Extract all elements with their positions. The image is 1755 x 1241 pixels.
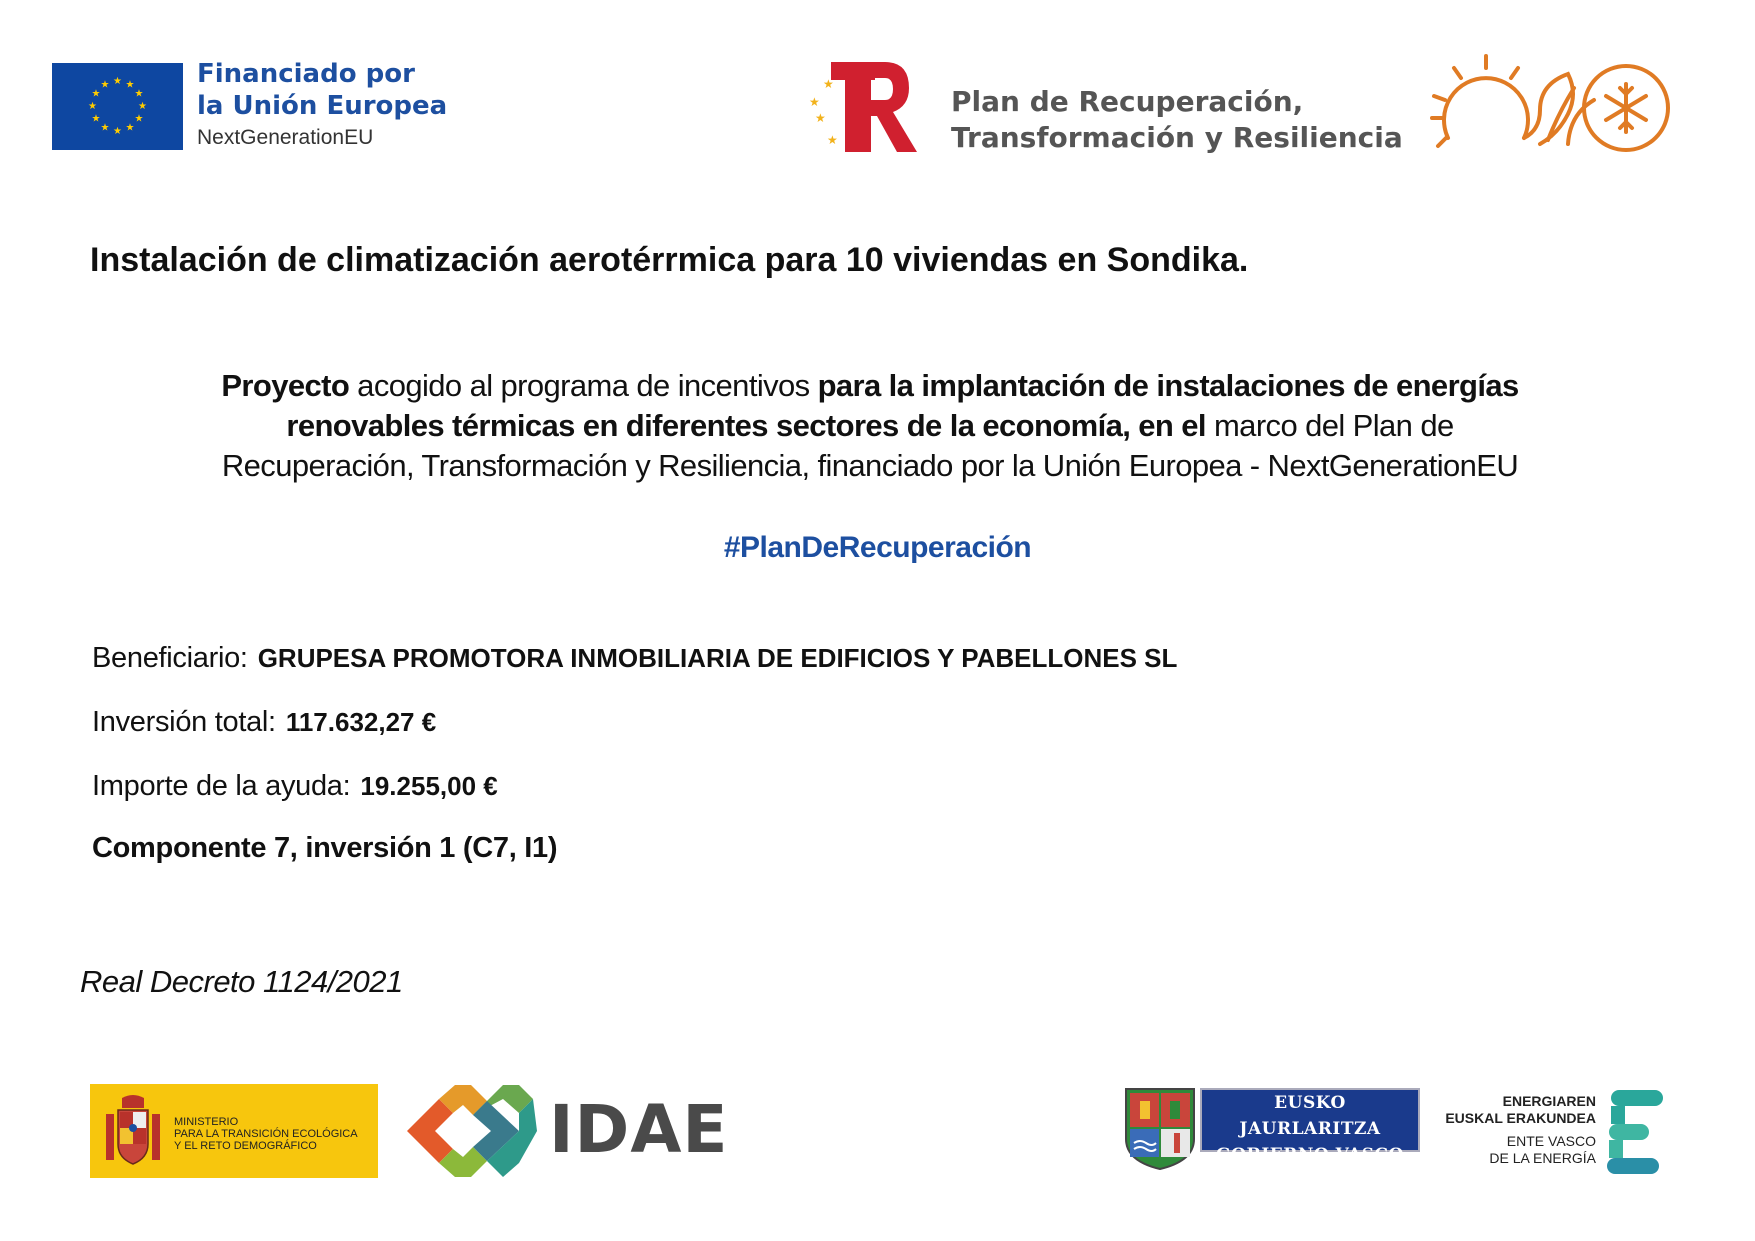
inversion-row bbox=[92, 702, 436, 742]
eu-line-3: NextGenerationEU bbox=[197, 126, 374, 149]
spain-coat-of-arms-icon bbox=[104, 1092, 162, 1170]
gobierno-vasco-banner bbox=[1200, 1088, 1420, 1165]
ministerio-text bbox=[174, 1116, 358, 1152]
real-decreto: Real Decreto 1124/2021 bbox=[80, 964, 403, 999]
ministerio-line-1: MINISTERIO bbox=[174, 1116, 239, 1128]
ministerio-line-3: Y EL RETO DEMOGRÁFICO bbox=[174, 1140, 317, 1152]
description-line-1 bbox=[150, 366, 1590, 406]
description-line-1-a: acogido al programa de incentivos bbox=[349, 368, 818, 403]
beneficiario-label: Beneficiario: bbox=[92, 642, 248, 674]
description-line-1-bold-a: Proyecto bbox=[221, 368, 350, 403]
description-line-1-bold-b: para la implantación de instalaciones de energías bbox=[817, 368, 1519, 403]
svg-text:★: ★ bbox=[823, 77, 834, 91]
inversion-label: Inversión total: bbox=[92, 706, 276, 738]
eve-line-3: ENTE VASCO bbox=[1506, 1133, 1596, 1149]
prtr-line-2: Transformación y Resiliencia bbox=[951, 121, 1403, 154]
gobierno-vasco-line-1: EUSKO JAURLARITZA bbox=[1239, 1093, 1381, 1139]
ayuda-value: 19.255,00 € bbox=[360, 771, 498, 801]
ministerio-line-2: PARA LA TRANSICIÓN ECOLÓGICA bbox=[174, 1128, 358, 1140]
svg-text:★: ★ bbox=[88, 101, 97, 112]
beneficiario-value: GRUPESA PROMOTORA INMOBILIARIA DE EDIFICIOS Y PABELLONES SL bbox=[257, 643, 1178, 673]
idae-logo-icon bbox=[403, 1083, 538, 1179]
eve-line-4: DE LA ENERGÍA bbox=[1489, 1150, 1596, 1166]
description-line-2 bbox=[150, 406, 1590, 446]
eu-funding-text bbox=[197, 58, 457, 154]
inversion-value: 117.632,27 € bbox=[285, 707, 437, 737]
eve-text bbox=[1426, 1093, 1596, 1167]
componente-text: Componente 7, inversión 1 (C7, I1) bbox=[92, 832, 558, 864]
eu-line-2: la Unión Europea bbox=[197, 91, 448, 121]
gobierno-vasco-line-2: GOBIERNO VASCO bbox=[1216, 1145, 1404, 1165]
svg-text:★: ★ bbox=[113, 76, 122, 87]
eve-line-1: ENERGIAREN bbox=[1502, 1093, 1596, 1109]
svg-text:★: ★ bbox=[91, 88, 101, 100]
eve-line-2: EUSKAL ERAKUNDEA bbox=[1445, 1110, 1596, 1126]
svg-text:★: ★ bbox=[100, 79, 110, 91]
svg-text:★: ★ bbox=[134, 88, 144, 100]
eve-logo-icon bbox=[1605, 1090, 1665, 1174]
basque-coat-of-arms-icon bbox=[1120, 1083, 1200, 1171]
description-line-2-rest: marco del Plan de bbox=[1205, 408, 1454, 443]
climate-icons bbox=[1428, 54, 1678, 158]
prtr-logo-icon bbox=[805, 58, 925, 158]
svg-text:★: ★ bbox=[125, 79, 135, 91]
svg-text:★: ★ bbox=[134, 113, 144, 125]
eu-line-1: Financiado por bbox=[197, 59, 415, 89]
project-title: Instalación de climatización aerotérrmica para 10 viviendas en Sondika. bbox=[90, 241, 1249, 279]
ayuda-label: Importe de la ayuda: bbox=[92, 770, 351, 802]
svg-text:★: ★ bbox=[138, 101, 147, 112]
svg-text:★: ★ bbox=[815, 111, 826, 125]
svg-text:★: ★ bbox=[100, 122, 110, 134]
ayuda-row bbox=[92, 766, 498, 806]
idae-wordmark: IDAE bbox=[549, 1091, 729, 1168]
beneficiario-row bbox=[92, 638, 1177, 678]
ministerio-logo bbox=[90, 1084, 378, 1178]
svg-text:★: ★ bbox=[113, 126, 122, 137]
svg-text:★: ★ bbox=[125, 122, 135, 134]
prtr-title bbox=[951, 84, 1411, 156]
svg-text:★: ★ bbox=[809, 95, 820, 109]
svg-text:★: ★ bbox=[827, 133, 838, 147]
svg-text:★: ★ bbox=[91, 113, 101, 125]
prtr-line-1: Plan de Recuperación, bbox=[951, 85, 1304, 118]
eu-flag-icon bbox=[52, 63, 183, 150]
project-description bbox=[150, 366, 1590, 486]
hashtag: #PlanDeRecuperación bbox=[723, 531, 1032, 564]
description-line-2-bold: renovables térmicas en diferentes sectores de la economía, en el bbox=[286, 408, 1206, 443]
description-line-3: Recuperación, Transformación y Resiliencia, financiado por la Unión Europea - NextGenerationEU bbox=[221, 448, 1519, 483]
